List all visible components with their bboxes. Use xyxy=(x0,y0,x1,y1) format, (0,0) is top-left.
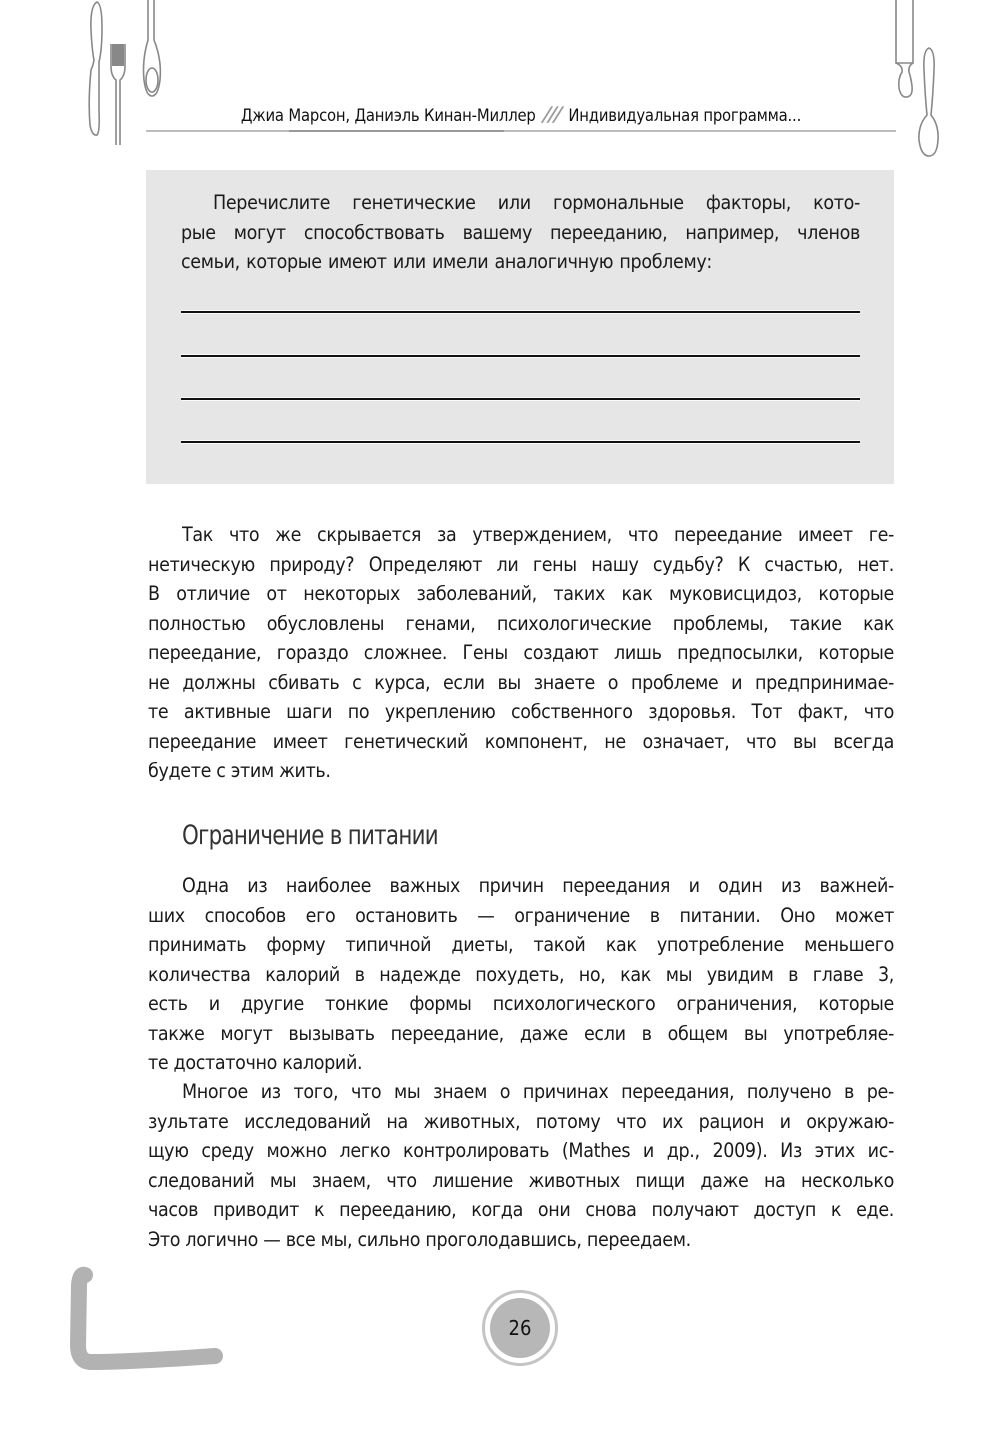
text-line: В отличие от некоторых заболеваний, таких как муковисцидоз, которые xyxy=(148,582,894,605)
fork-icon xyxy=(111,44,125,145)
paragraph-animal-research xyxy=(148,1077,894,1254)
text-line: также могут вызывать переедание, даже если в общем вы употребляе- xyxy=(148,1021,894,1045)
header-authors: Джиа Марсон, Даниэль Кинан-Миллер xyxy=(240,106,536,125)
prompt-line: Перечислите генетические или гормональные факторы, кото- xyxy=(213,191,860,214)
prompt-line: рые могут способствовать вашему перееданию, например, членов xyxy=(181,220,860,244)
answer-line-4[interactable] xyxy=(181,440,860,444)
text-line: следований мы знаем, что лишение животных пищи даже на несколько xyxy=(148,1168,894,1192)
text-line: Одна из наиболее важных причин переедания и один из важней- xyxy=(182,874,894,897)
cutlery-decoration-right xyxy=(885,0,965,165)
text-line: переедание имеет генетический компонент, не означает, что вы всегда xyxy=(148,729,894,753)
text-line: ших способов его остановить — ограничение в питании. Оно может xyxy=(148,903,894,927)
text-line: принимать форму типичной диеты, такой как употребление меньшего xyxy=(148,933,894,956)
knife-icon xyxy=(89,2,102,135)
paragraph-restriction xyxy=(148,871,894,1078)
header-separator: /// xyxy=(541,102,563,126)
header-rule-accent xyxy=(289,130,504,132)
ladle-icon xyxy=(144,0,161,96)
spoon-icon xyxy=(919,48,938,156)
answer-line-1[interactable] xyxy=(181,310,860,314)
text-line: часов приводит к перееданию, когда они снова получают доступ к еде. xyxy=(148,1198,894,1221)
section-heading: Ограничение в питании xyxy=(182,820,438,851)
text-line: не должны сбивать с курса, если вы знаете о проблеме и предпринимае- xyxy=(148,670,894,694)
header-text xyxy=(146,102,896,126)
text-line: зультате исследований на животных, потому что их рацион и окружаю- xyxy=(148,1109,894,1133)
page-number: 26 xyxy=(490,1298,550,1358)
text-line: Многое из того, что мы знаем о причинах переедания, получено в ре- xyxy=(182,1080,894,1103)
answer-line-3[interactable] xyxy=(181,397,860,401)
exercise-box xyxy=(146,170,894,484)
text-line: Это логично — все мы, сильно проголодавшись, переедаем. xyxy=(148,1227,691,1251)
header-book-title: Индивидуальная программа... xyxy=(568,106,802,125)
text-line: те активные шаги по укреплению собственного здоровья. Тот факт, что xyxy=(148,700,894,723)
corner-bracket-decoration xyxy=(70,1265,230,1375)
text-line: нетическую природу? Определяют ли гены нашу судьбу? К счастью, нет. xyxy=(148,552,894,576)
text-line: переедание, гораздо сложнее. Гены создают лишь предпосылки, которые xyxy=(148,641,894,664)
paragraph-genetics xyxy=(148,520,894,786)
text-line: те достаточно калорий. xyxy=(148,1051,363,1074)
text-line: щую среду можно легко контролировать (Mathes и др., 2009). Из этих ис- xyxy=(148,1139,894,1162)
rolling-pin-handle-icon xyxy=(896,0,913,97)
text-line: будете с этим жить. xyxy=(148,759,331,782)
text-line: Так что же скрывается за утверждением, что переедание имеет ге- xyxy=(182,523,894,546)
exercise-prompt xyxy=(181,188,860,277)
prompt-line: семьи, которые имеют или имели аналогичную проблему: xyxy=(181,250,712,273)
running-header xyxy=(146,98,896,138)
page-number-badge xyxy=(482,1290,558,1366)
header-rule xyxy=(146,130,896,132)
text-line: есть и другие тонкие формы психологического ограничения, которые xyxy=(148,992,894,1015)
text-line: количества калорий в надежде похудеть, но, как мы увидим в главе 3, xyxy=(148,962,894,986)
answer-line-2[interactable] xyxy=(181,354,860,358)
text-line: полностью обусловлены генами, психологические проблемы, такие как xyxy=(148,611,894,635)
